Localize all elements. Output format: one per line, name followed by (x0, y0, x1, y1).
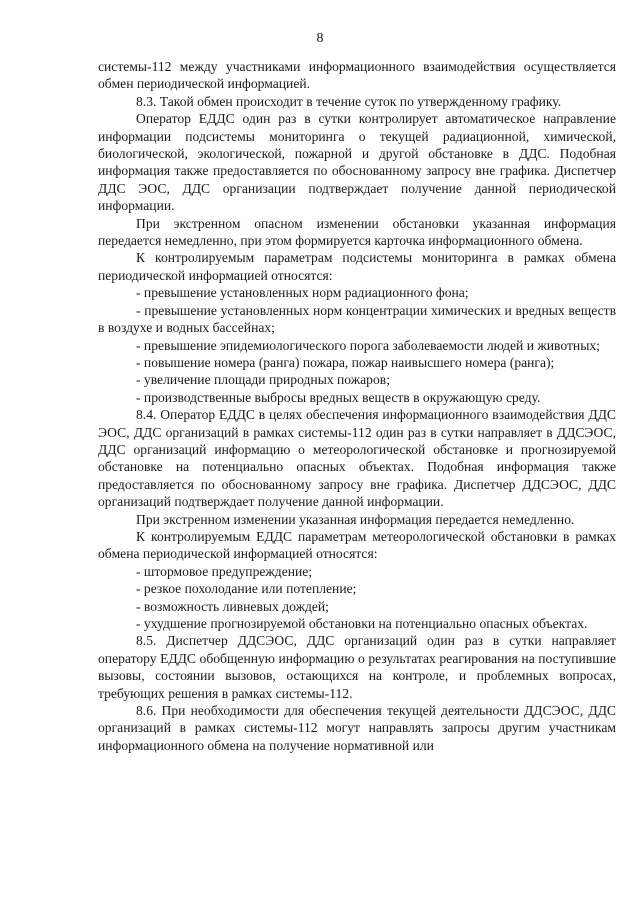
paragraph-weather-parameters-intro: К контролируемым ЕДДС параметрам метеорологической обстановки в рамках обмена периодической информацией относятся: (98, 528, 616, 562)
list-item-epidemiological: - превышение эпидемиологического порога заболеваемости людей и животных; (136, 337, 600, 353)
paragraph-8-3: 8.3. Такой обмен происходит в течение суток по утвержденному графику. (136, 93, 562, 109)
document-body (98, 58, 616, 754)
page-number: 8 (316, 31, 324, 46)
list-item-forecast-deterioration: - ухудшение прогнозируемой обстановки на потенциально опасных объектах. (136, 616, 588, 631)
list-item-wildfire-area: - увеличение площади природных пожаров; (136, 372, 390, 388)
list-item-fire-rank: - повышение номера (ранга) пожара, пожар наивысшего номера (ранга); (136, 354, 555, 370)
paragraph-8-6: 8.6. При необходимости для обеспечения текущей деятельности ДДСЭОС, ДДС организаций в рамках системы-112 могут направлять запросы другим участникам информационного обмена на получение нормативной или (98, 703, 616, 753)
paragraph-emergency-weather-change: При экстренном изменении указанная информация передается немедленно. (136, 511, 575, 527)
list-item-chemical: - превышение установленных норм концентрации химических и вредных веществ в воздухе и водных бассейнах; (98, 302, 616, 336)
list-item-heavy-rain: - возможность ливневых дождей; (136, 598, 329, 614)
paragraph-continuation: системы-112 между участниками информационного взаимодействия осуществляется обмен периодической информацией. (98, 59, 616, 92)
paragraph-8-5: 8.5. Диспетчер ДДСЭОС, ДДС организаций один раз в сутки направляет оператору ЕДДС обобщенную информацию о результатах реагирования на поступившие вызовы, состоянии вызовов, остающихся на контроле, и проблемных вопросах, требующих решения в рамках системы-112. (98, 633, 616, 701)
list-item-storm-warning: - штормовое предупреждение; (136, 563, 313, 579)
list-item-emissions: - производственные выбросы вредных веществ в окружающую среду. (136, 389, 541, 405)
list-item-radiation: - превышение установленных норм радиационного фона; (136, 285, 469, 301)
paragraph-monitoring-parameters-intro: К контролируемым параметрам подсистемы мониторинга в рамках обмена периодической информацией относятся: (98, 250, 616, 283)
paragraph-8-4: 8.4. Оператор ЕДДС в целях обеспечения информационного взаимодействия ДДС ЭОС, ДДС организаций в рамках системы-112 один раз в сутки направляет в ДДСЭОС, ДДС организаций информацию о метеорологической обстановке и прогнозируемой обстановке на потенциально опасных объектах. Подобная информация также предоставляется по обоснованному запросу вне графика. Диспетчер ДДСЭОС, ДДС организаций подтверждает получение данной информации. (98, 407, 616, 510)
paragraph-edds-operator-monitoring: Оператор ЕДДС один раз в сутки контролирует автоматическое направление информации подсистемы мониторинга о текущей радиационной, химической, биологической, экологической, пожарной и другой обстановке в ДДС. Подобная информация также предоставляется по обоснованному запросу вне графика. Диспетчер ДДС ЭОС, ДДС организации подтверждает получение данной периодической информации. (98, 111, 616, 214)
list-item-temperature-change: - резкое похолодание или потепление; (136, 581, 357, 597)
paragraph-emergency-change: При экстренном опасном изменении обстановки указанная информация передается немедленно, при этом формируется карточка информационного обмена. (98, 215, 616, 249)
